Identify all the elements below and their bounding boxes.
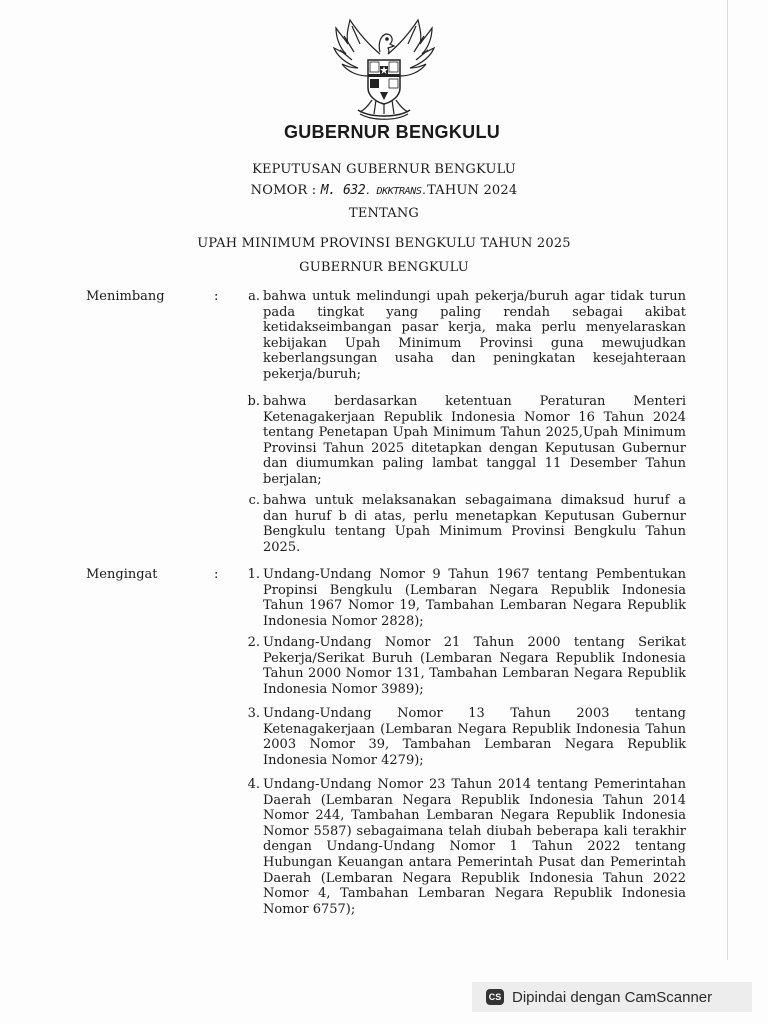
item-text: Undang-Undang Nomor 13 Tahun 2003 tentang Ketenagakerjaan (Lembaran Negara Republik Indonesia Tahun 2003 Nomor 39, Tambahan Lembaran Negara Republik Indonesia Nomor 4279); (263, 706, 686, 768)
item-text: bahwa untuk melaksanakan sebagaimana dimaksud huruf a dan huruf b di atas, perlu menetapkan Keputusan Gubernur Bengkulu tentang Upah Minimum Provinsi Bengkulu Tahun 2025. (263, 493, 686, 555)
item-text: Undang-Undang Nomor 21 Tahun 2000 tentang Serikat Pekerja/Serikat Buruh (Lembaran Negara Republik Indonesia Tahun 2000 Nomor 131, Tambahan Lembaran Negara Republik Indonesia Nomor 3989); (263, 635, 686, 697)
item-marker: c. (248, 493, 260, 508)
decree-title: KEPUTUSAN GUBERNUR BENGKULU (252, 162, 516, 177)
item-text: bahwa berdasarkan ketentuan Peraturan Menteri Ketenagakerjaan Republik Indonesia Nomor 16 Tahun 2024 tentang Penetapan Upah Minimum Tahun 2025,Upah Minimum Provinsi Tahun 2025 ditetapkan dengan Keputusan Gubernur dan diumumkan paling lambat tanggal 11 Desember Tahun berjalan; (263, 394, 686, 487)
item-marker: 3. (247, 706, 260, 721)
item-marker: b. (247, 394, 260, 409)
item-marker: a. (248, 289, 260, 304)
item-marker: 4. (247, 777, 260, 792)
issuer-label: GUBERNUR BENGKULU (299, 260, 469, 275)
item-text: bahwa untuk melindungi upah pekerja/buruh agar tidak turun pada tingkat yang paling rendah sebagai akibat ketidakseimbangan pasar kerja, maka perlu menyelaraskan kebijakan Upah Minimum Provinsi guna mewujudkan keberlangsungan usaha dan peningkatan kesejahteraan pekerja/buruh; (263, 289, 686, 382)
item-marker: 1. (247, 567, 260, 582)
garuda-emblem-icon (330, 14, 438, 122)
document-title: GUBERNUR BENGKULU (283, 122, 501, 142)
menimbang-label: Menimbang (86, 289, 165, 304)
item-text: Undang-Undang Nomor 23 Tahun 2014 tentang Pemerintahan Daerah (Lembaran Negara Republik Indonesia Tahun 2014 Nomor 244, Tambahan Lembaran Negara Republik Indonesia Nomor 5587) sebagaimana telah diubah beberapa kali terakhir dengan Undang-Undang Nomor 1 Tahun 2022 tentang Hubungan Keuangan antara Pemerintah Pusat dan Pemerintah Daerah (Lembaran Negara Republik Indonesia Tahun 2022 Nomor 4, Tambahan Lembaran Negara Republik Indonesia Nomor 6757); (263, 777, 686, 917)
camscanner-watermark (472, 982, 752, 1012)
item-text: Undang-Undang Nomor 9 Tahun 1967 tentang Pembentukan Propinsi Bengkulu (Lembaran Negara Republik Indonesia Tahun 1967 Nomor 19, Tambahan Lembaran Negara Republik Indonesia Nomor 2828); (263, 567, 686, 629)
decree-number (0, 183, 768, 198)
camscanner-icon: CS (486, 989, 504, 1005)
number-suffix: TAHUN 2024 (427, 183, 518, 198)
item-marker: 2. (247, 635, 260, 650)
watermark-text: Dipindai dengan CamScanner (512, 988, 713, 1006)
about-label: TENTANG (348, 206, 420, 221)
number-prefix: NOMOR : (250, 183, 317, 198)
menimbang-colon: : (214, 289, 219, 304)
mengingat-label: Mengingat (86, 567, 158, 582)
mengingat-colon: : (214, 567, 219, 582)
decree-subject: UPAH MINIMUM PROVINSI BENGKULU TAHUN 2025 (197, 236, 571, 251)
page-edge (727, 0, 728, 960)
number-handwritten: M. 632. DKKTRANS. (320, 183, 428, 198)
